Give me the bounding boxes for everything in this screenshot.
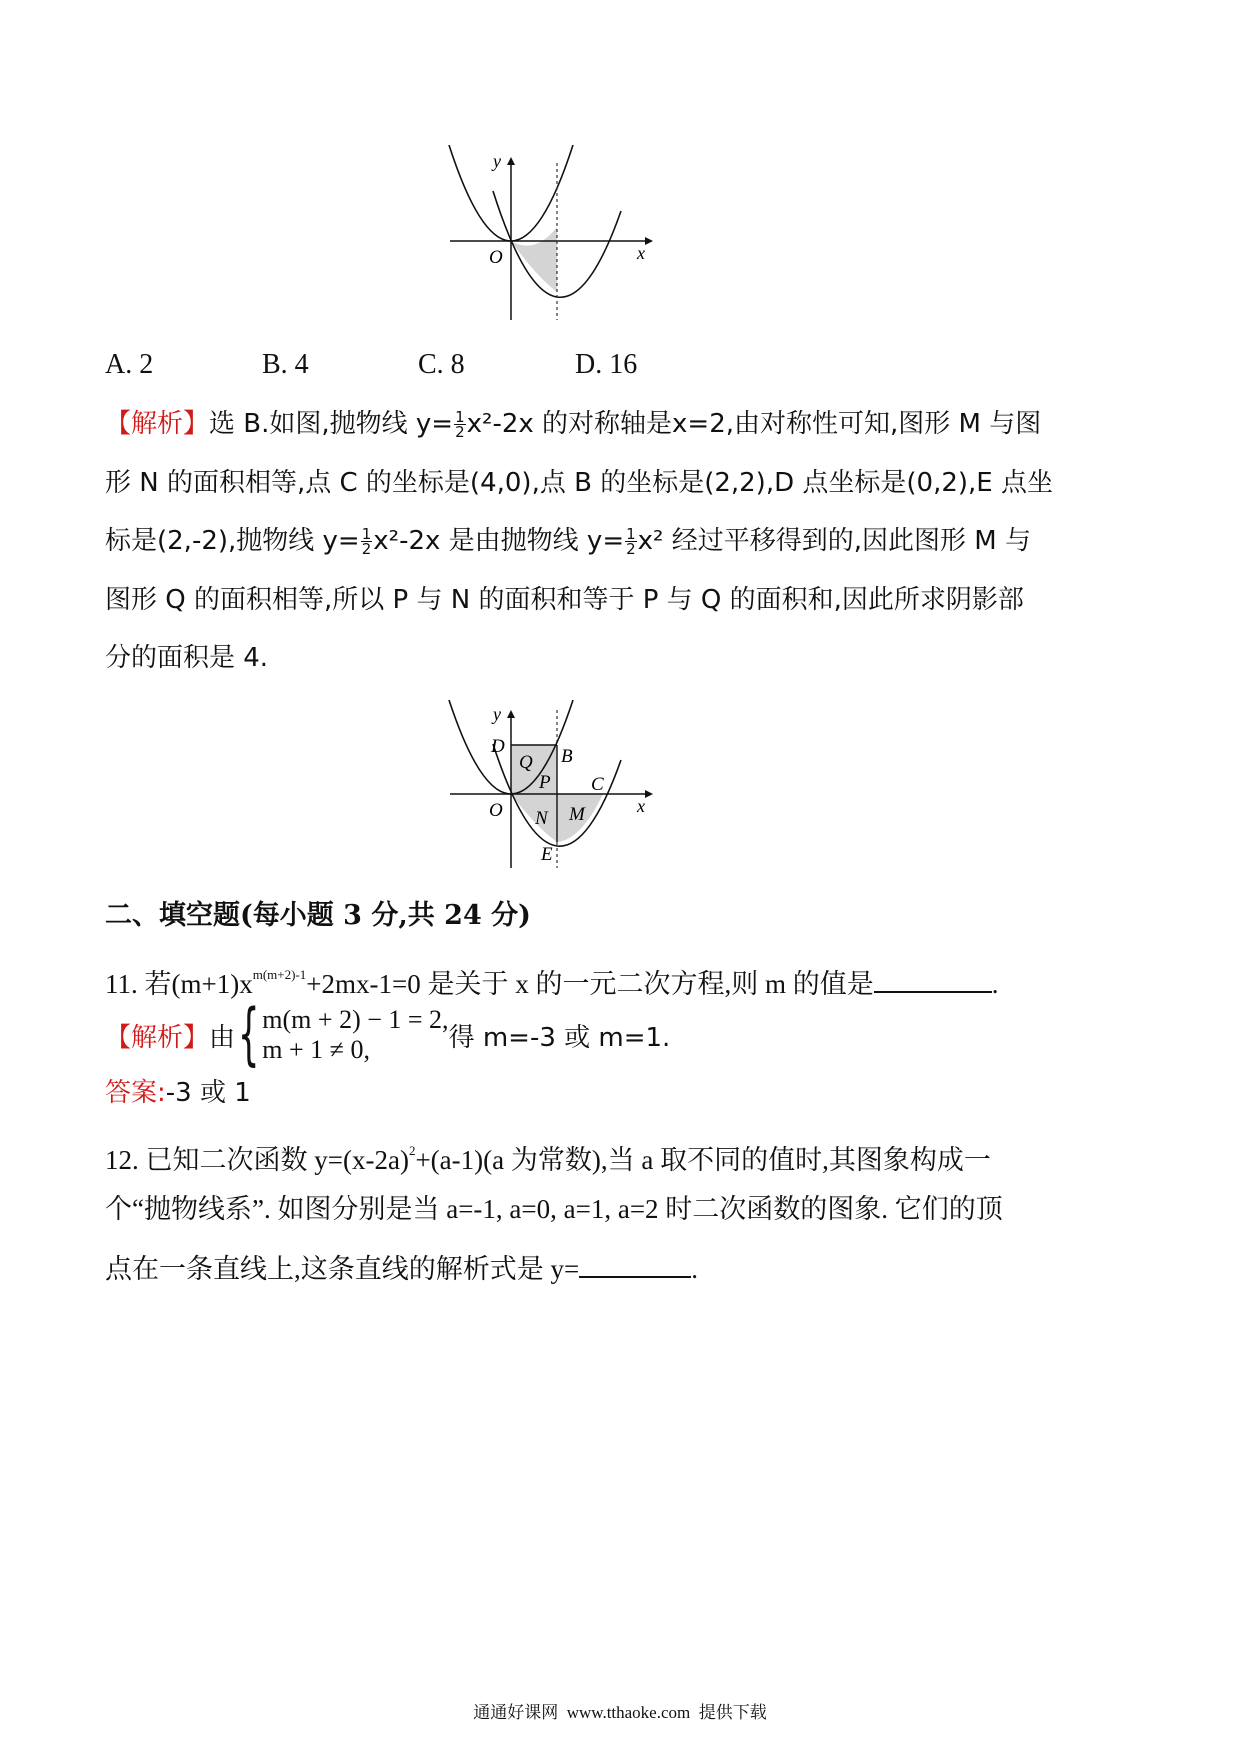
x-axis-arrow	[645, 237, 653, 245]
y-axis-arrow	[507, 157, 515, 165]
answer-blank[interactable]	[874, 965, 992, 993]
option-b: B. 4	[262, 349, 309, 380]
label-x: x	[637, 796, 645, 816]
equation-system: m(m + 2) − 1 = 2, m + 1 ≠ 0,	[262, 1005, 449, 1064]
question-11: 11. 若$(m+1)x^{m(m+2)-1}+2mx-1=0$ 是关于 x 的一元二次方程,则 m 的值是 .	[105, 967, 999, 999]
label-q: Q	[519, 752, 533, 773]
answer-11	[105, 1076, 251, 1110]
analysis-1-line-3: 标是(2,-2),抛物线 y= $\frac{1}{2}$ x²-2x 是由抛物线 y= $\frac{1}{2}$ x² 经过平移得到的,因此图形 M 与	[105, 525, 1031, 558]
label-y: y	[493, 151, 501, 171]
label-e: E	[541, 844, 553, 865]
figure-1	[445, 145, 660, 325]
figure-2	[445, 700, 660, 875]
answer-blank[interactable]	[579, 1250, 691, 1278]
fraction-half: $\frac{1}{2}$	[361, 525, 372, 558]
fraction-half: $\frac{1}{2}$	[626, 525, 636, 558]
label-m: M	[569, 804, 585, 825]
answer-value: -3 或 1	[165, 1078, 251, 1108]
label-c: C	[591, 774, 604, 795]
label-b: B	[561, 746, 573, 767]
analysis-tag: 【解析】	[105, 409, 210, 439]
option-d: D. 16	[575, 349, 638, 380]
question-12-line-1: 12. 已知二次函数 $y=(x-2a)^2+(a-1)(a$ 为常数),当 a 取不同的值时,其图象构成一	[105, 1143, 991, 1175]
analysis-tag: 【解析】	[105, 1022, 210, 1053]
analysis-1-line-5: 分的面积是 4.	[105, 643, 269, 673]
label-origin: O	[489, 247, 503, 268]
label-x: x	[637, 243, 645, 263]
label-origin: O	[489, 800, 503, 821]
option-c: C. 8	[418, 349, 465, 380]
question-12-line-3: 点在一条直线上,这条直线的解析式是 y= .	[105, 1250, 698, 1286]
label-p: P	[539, 772, 551, 793]
question-12-line-2: 个“抛物线系”. 如图分别是当 a=-1, a=0, a=1, a=2 时二次函数的图象. 它们的顶	[105, 1194, 1003, 1224]
exponent: m(m+2)-1	[252, 967, 307, 982]
label-n: N	[535, 808, 548, 829]
region-n	[511, 794, 557, 842]
label-d: D	[491, 736, 505, 757]
analysis-1-line-4: 图形 Q 的面积相等,所以 P 与 N 的面积和等于 P 与 Q 的面积和,因此所求阴影部	[105, 585, 1024, 615]
analysis-1-line-2: 形 N 的面积相等,点 C 的坐标是(4,0),点 B 的坐标是(2,2),D 点坐标是(0,2),E 点坐	[105, 468, 1053, 498]
answer-tag: 答案:	[105, 1078, 166, 1108]
brace: {	[237, 995, 260, 1074]
section-heading: 二、填空题(每小题 3 分,共 24 分)	[105, 900, 531, 931]
analysis-text: 选 B.如图,抛物线 y=	[209, 409, 454, 439]
option-a: A. 2	[105, 349, 154, 380]
x-axis-arrow	[645, 790, 653, 798]
label-y: y	[493, 704, 501, 724]
analysis-text: x²-2x 的对称轴是x=2,由对称性可知,图形 M 与图	[466, 409, 1042, 439]
y-axis-arrow	[507, 710, 515, 718]
analysis-1-line-1	[105, 407, 1041, 441]
figure-1-svg	[445, 145, 660, 325]
shaded-region	[511, 227, 557, 292]
footer: 通通好课网 www.tthaoke.com 提供下载	[473, 1703, 767, 1722]
figure-2-svg	[445, 700, 660, 875]
fraction-half: $\frac{1}{2}$	[455, 408, 465, 441]
analysis-11: 【解析】 由 { m(m + 2) − 1 = 2, m + 1 ≠ 0, 得 m=-3 或 m=1.	[105, 995, 671, 1074]
